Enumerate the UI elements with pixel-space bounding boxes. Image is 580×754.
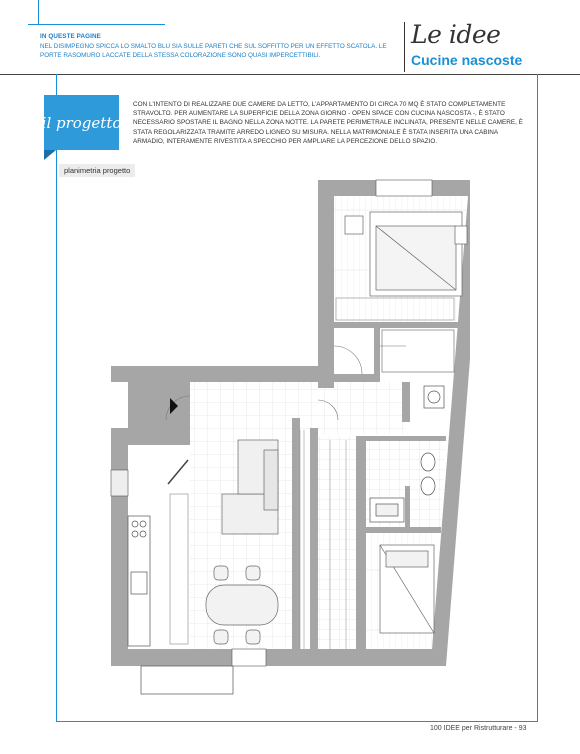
corridor-floor (318, 436, 356, 649)
page-footer: 100 IDEE per Ristrutturare - 93 (430, 725, 527, 732)
single-bed (380, 545, 434, 633)
project-badge-label: il progetto (41, 113, 122, 132)
hall-floor-tiles (292, 382, 405, 434)
project-badge (41, 95, 122, 150)
intro-paragraph: CON L'INTENTO DI REALIZZARE DUE CAMERE DA LETTO, L'APPARTAMENTO DI CIRCA 70 MQ È STATO COMPLETAMENTE STRAVOLTO. PER AUMENTARE LA SUPERFICIE DELLA ZONA GIORNO - OPEN SPACE CON CUCINA NASCOSTA -, È STATO NECESSARIO SPOSTARE IL BAGNO NELLA ZONA NOTTE. LA PARETE PERIMETRALE INCLINATA, PRESENTE NELLE CAMERE, È STATA REGOLARIZZATA TRAMITE ARREDO LIGNEO SU MISURA. NELLA MATRIMONIALE È STATA INSERITA UNA CABINA ARMADIO, INTERAMENTE RIVESTITA A SPECCHIO PER AMPLIARE LA PERCEZIONE DELLO SPAZIO. (133, 101, 523, 145)
kitchen (128, 516, 150, 646)
badge-notch (44, 150, 56, 160)
section-title: Le idee (411, 20, 501, 49)
section-subtitle: Cucine nascoste (411, 52, 523, 68)
floor-plan (100, 175, 470, 700)
brand-divider (404, 22, 405, 72)
walk-in-closet (382, 330, 454, 372)
plan-label: planimetria progetto (59, 164, 135, 177)
decorative-line-horizontal (28, 24, 165, 25)
decorative-line-vertical (38, 0, 39, 24)
balcony (141, 666, 233, 694)
header-caption: NEL DISIMPEGNO SPICCA LO SMALTO BLU SIA SULLE PARETI CHE SUL SOFFITTO PER UN EFFETTO SCATOLA. LE PORTE RASOMURO LACCATE DELLA STESSA COLORAZIONE SONO QUASI IMPERCETTIBILI. (40, 43, 387, 59)
header-kicker: IN QUESTE PAGINE (40, 33, 101, 40)
washer (424, 386, 444, 408)
